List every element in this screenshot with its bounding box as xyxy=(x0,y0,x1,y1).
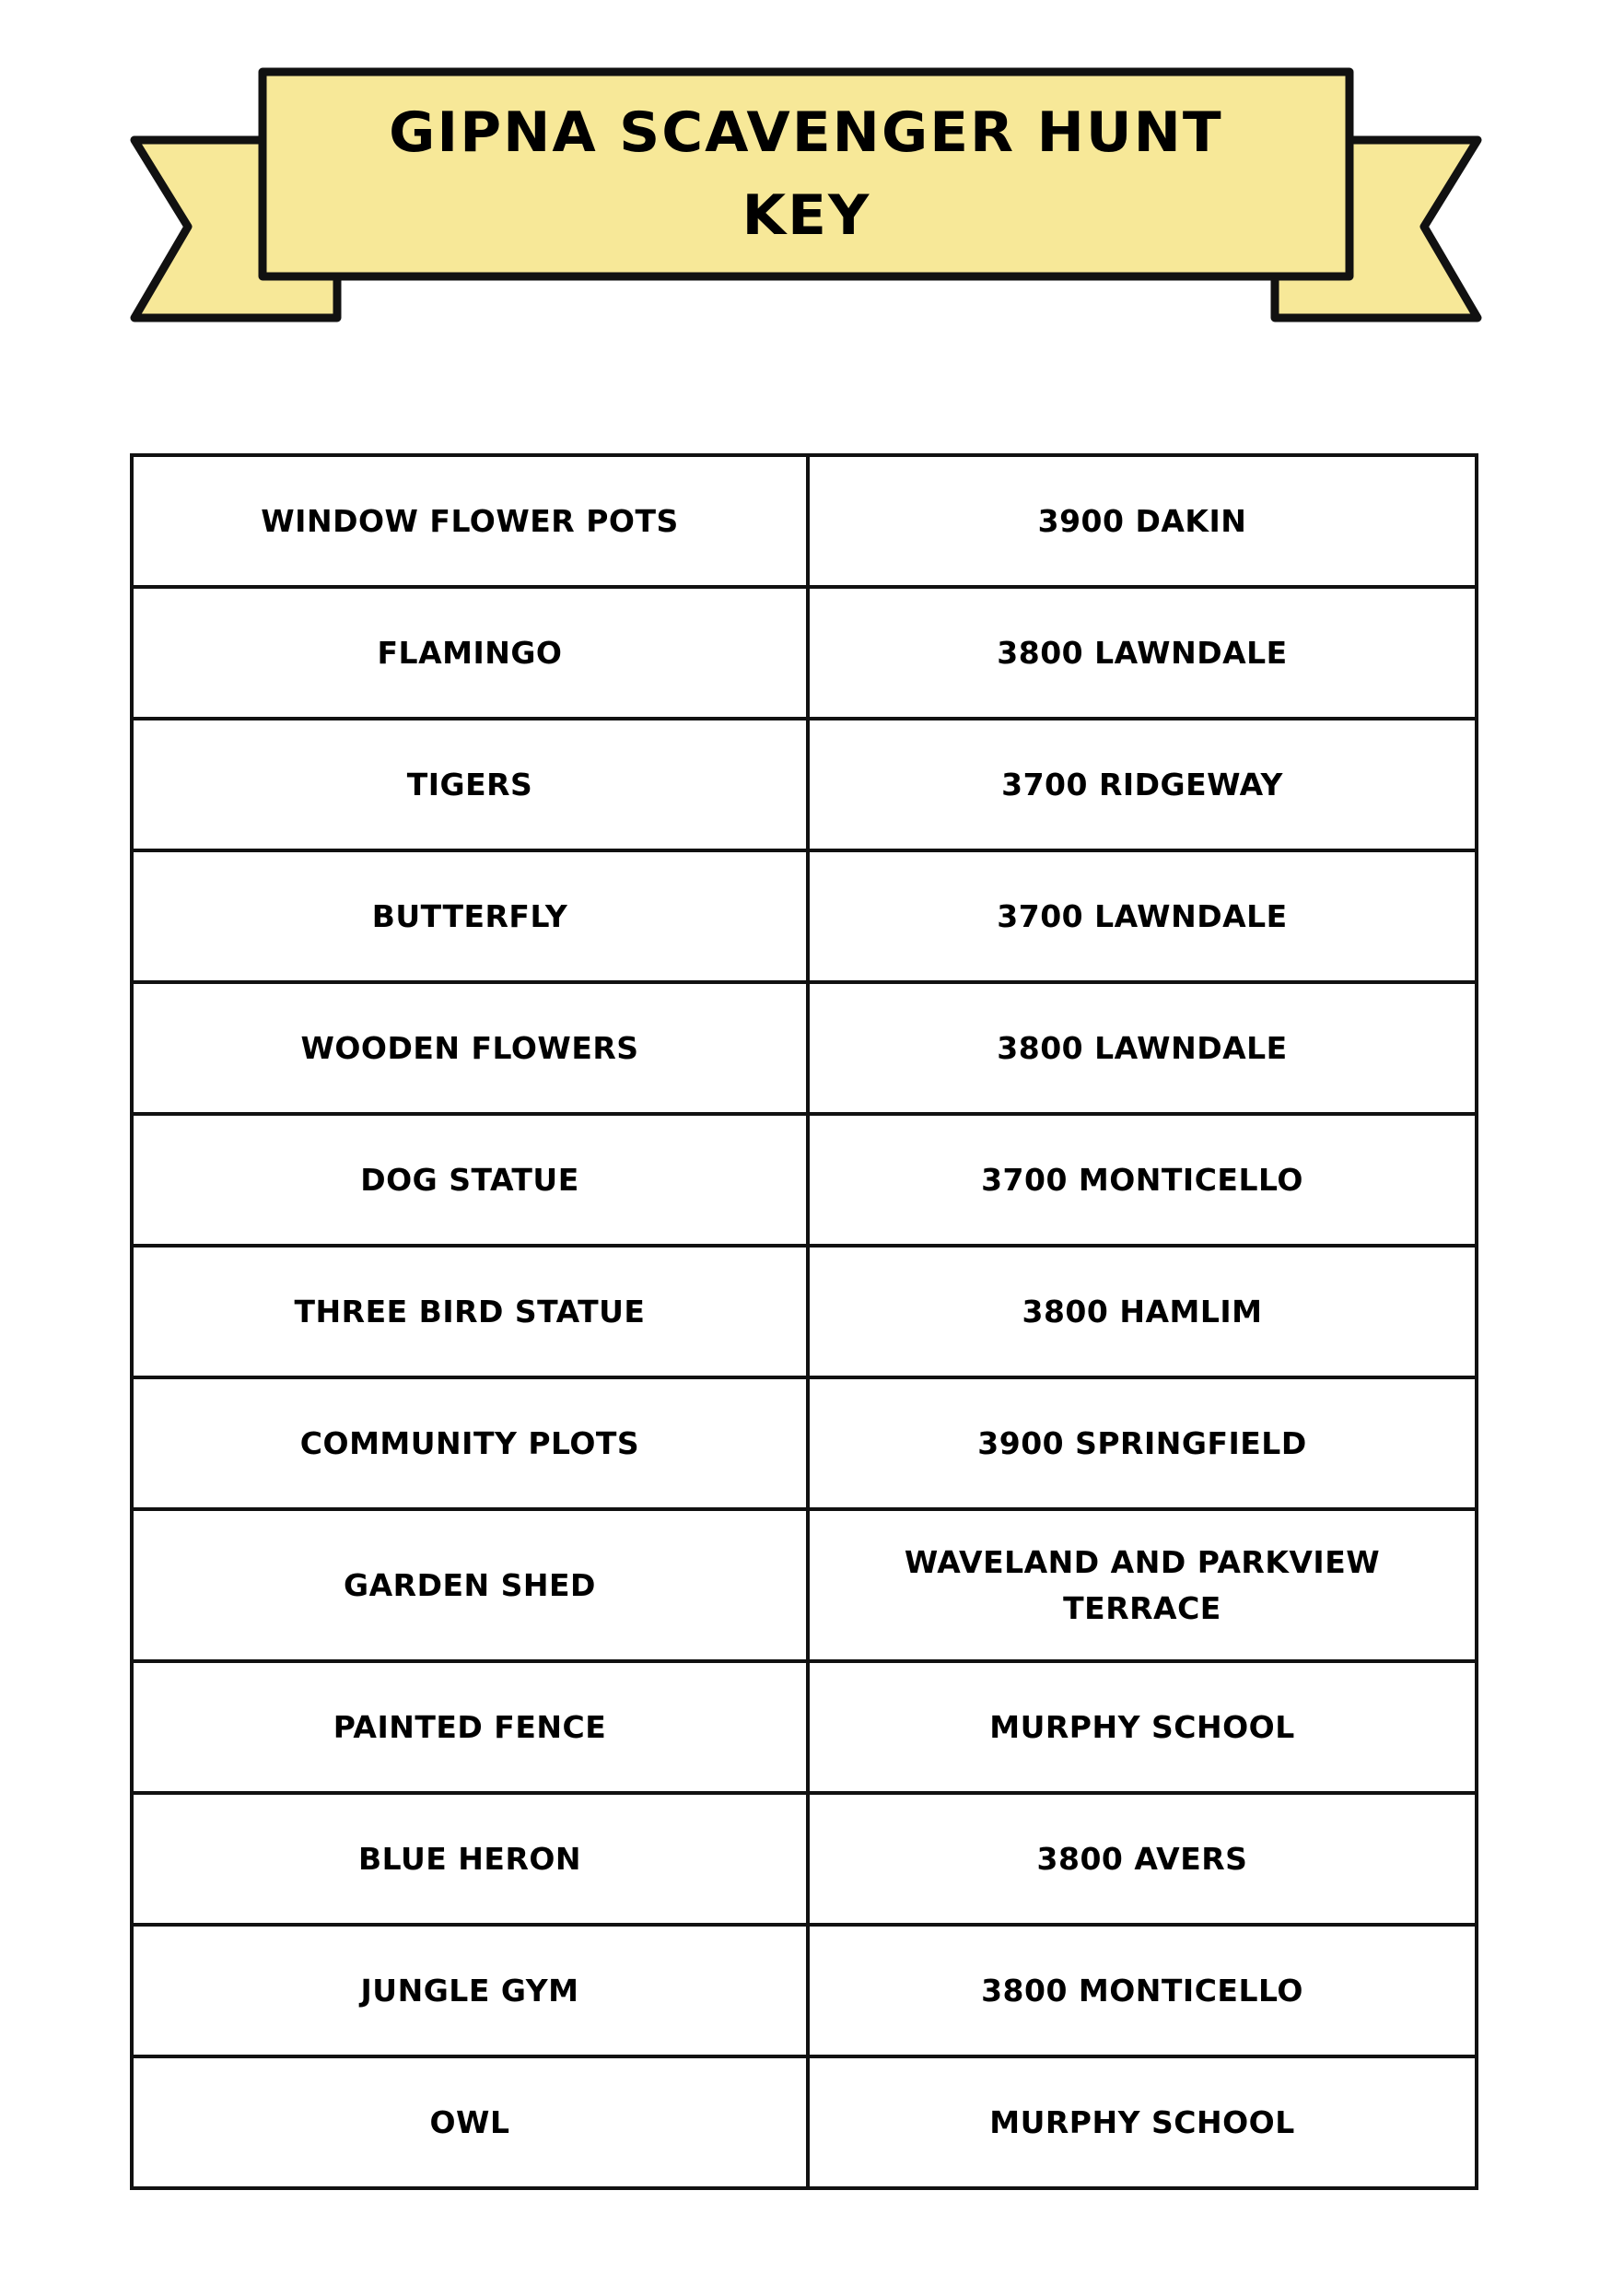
item-cell: WINDOW FLOWER POTS xyxy=(132,455,808,587)
table-row xyxy=(132,587,1477,719)
item-cell: WOODEN FLOWERS xyxy=(132,982,808,1114)
item-cell: FLAMINGO xyxy=(132,587,808,719)
location-cell: 3800 MONTICELLO xyxy=(808,1925,1477,2056)
table-row xyxy=(132,850,1477,982)
location-cell: 3700 LAWNDALE xyxy=(808,850,1477,982)
item-cell: JUNGLE GYM xyxy=(132,1925,808,2056)
location-cell: 3700 RIDGEWAY xyxy=(808,719,1477,850)
scavenger-hunt-key-table xyxy=(130,453,1478,2190)
location-cell: 3800 AVERS xyxy=(808,1793,1477,1925)
location-cell: 3700 MONTICELLO xyxy=(808,1114,1477,1246)
table-row xyxy=(132,1114,1477,1246)
item-cell: COMMUNITY PLOTS xyxy=(132,1377,808,1509)
table-row xyxy=(132,1509,1477,1661)
item-cell: THREE BIRD STATUE xyxy=(132,1246,808,1377)
location-cell: WAVELAND AND PARKVIEW TERRACE xyxy=(808,1509,1477,1661)
item-cell: TIGERS xyxy=(132,719,808,850)
location-cell: MURPHY SCHOOL xyxy=(808,1661,1477,1793)
page-title-line-1: GIPNA SCAVENGER HUNT xyxy=(389,100,1223,165)
table-row xyxy=(132,1246,1477,1377)
page-title-line-2: KEY xyxy=(742,183,870,248)
table-row xyxy=(132,455,1477,587)
table-row xyxy=(132,1661,1477,1793)
location-cell: 3800 LAWNDALE xyxy=(808,587,1477,719)
location-cell: 3800 HAMLIM xyxy=(808,1246,1477,1377)
table-row xyxy=(132,1793,1477,1925)
table-row xyxy=(132,719,1477,850)
location-cell: 3900 DAKIN xyxy=(808,455,1477,587)
table-row xyxy=(132,1925,1477,2056)
item-cell: GARDEN SHED xyxy=(132,1509,808,1661)
location-cell: MURPHY SCHOOL xyxy=(808,2056,1477,2188)
location-cell: 3800 LAWNDALE xyxy=(808,982,1477,1114)
location-cell: 3900 SPRINGFIELD xyxy=(808,1377,1477,1509)
page-title xyxy=(263,72,1349,276)
item-cell: BLUE HERON xyxy=(132,1793,808,1925)
table-row xyxy=(132,1377,1477,1509)
item-cell: BUTTERFLY xyxy=(132,850,808,982)
item-cell: PAINTED FENCE xyxy=(132,1661,808,1793)
item-cell: OWL xyxy=(132,2056,808,2188)
table-row xyxy=(132,2056,1477,2188)
table-row xyxy=(132,982,1477,1114)
item-cell: DOG STATUE xyxy=(132,1114,808,1246)
